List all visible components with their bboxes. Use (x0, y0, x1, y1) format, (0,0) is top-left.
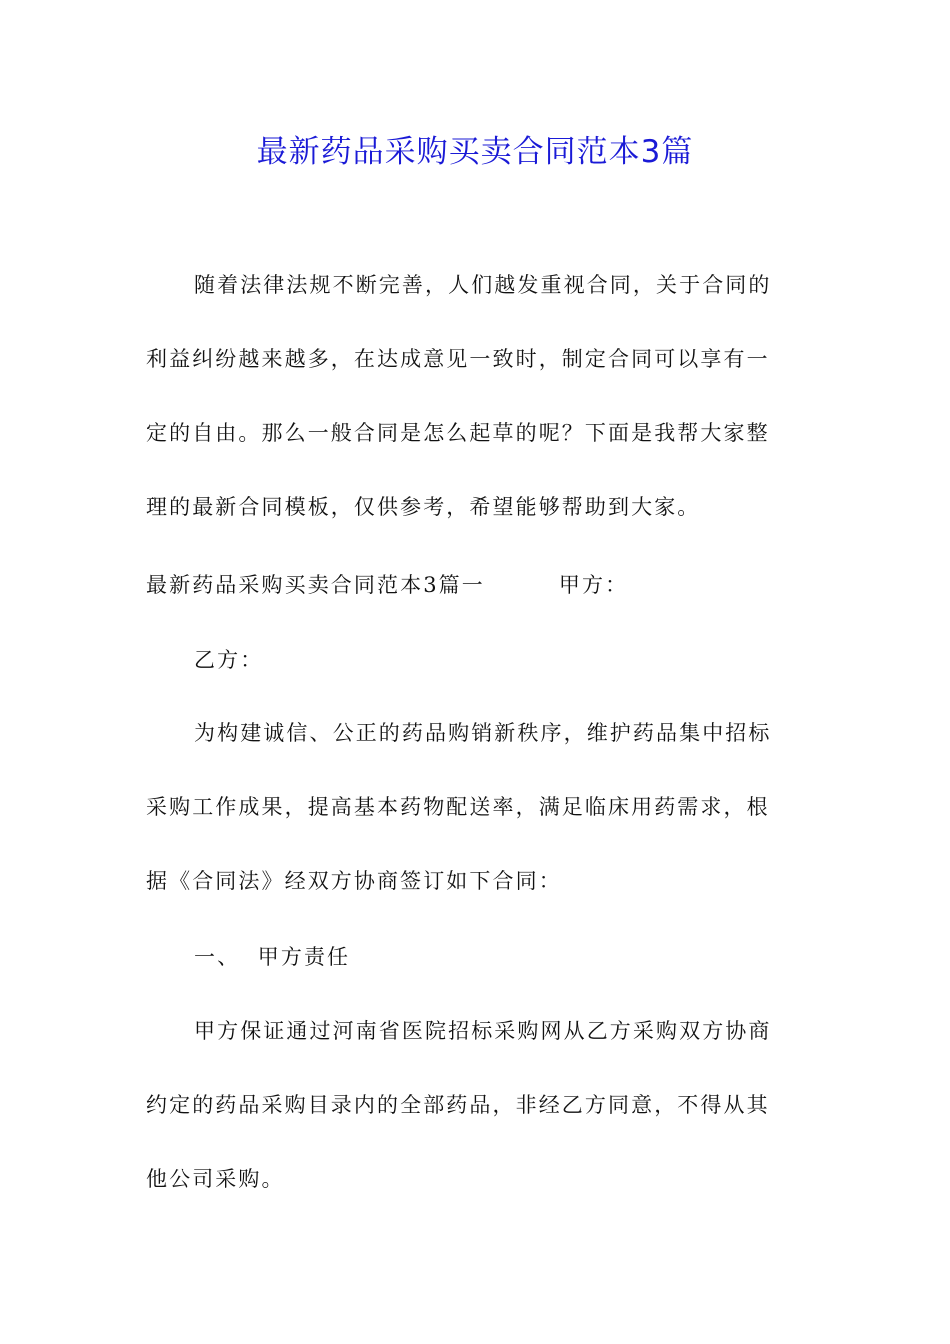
preamble-line-3: 据《合同法》经双方协商签订如下合同： (146, 869, 562, 893)
intro-line-3: 定的自由。那么一般合同是怎么起草的呢？下面是我帮大家整 (146, 421, 770, 445)
party-b-row (194, 640, 263, 680)
preamble-line-1: 为构建诚信、公正的药品购销新秩序，维护药品集中招标 (194, 721, 772, 745)
clause-1-paragraph (146, 994, 806, 1216)
intro-paragraph (146, 248, 806, 544)
clause-1-line-1: 甲方保证通过河南省医院招标采购网从乙方采购双方协商 (194, 1019, 772, 1043)
section-heading-row (146, 565, 628, 605)
clause-1-line-3: 他公司采购。 (146, 1167, 285, 1191)
intro-line-2: 利益纠纷越来越多，在达成意见一致时，制定合同可以享有一 (146, 347, 770, 371)
preamble-line-2: 采购工作成果，提高基本药物配送率，满足临床用药需求，根 (146, 795, 770, 819)
clause-1-heading: 一、 甲方责任 (194, 945, 351, 969)
preamble-paragraph (146, 696, 806, 918)
clause-1-line-2: 约定的药品采购目录内的全部药品，非经乙方同意，不得从其 (146, 1093, 770, 1117)
intro-line-1: 随着法律法规不断完善，人们越发重视合同，关于合同的 (194, 273, 772, 297)
intro-line-4: 理的最新合同模板，仅供参考，希望能够帮助到大家。 (146, 495, 701, 519)
party-b-label: 乙方： (194, 648, 264, 672)
document-title: 最新药品采购买卖合同范本3篇 (256, 134, 694, 170)
section-heading: 最新药品采购买卖合同范本3篇一 (146, 573, 485, 597)
clause-1-heading-row (194, 937, 350, 977)
party-a-label: 甲方： (558, 573, 629, 597)
